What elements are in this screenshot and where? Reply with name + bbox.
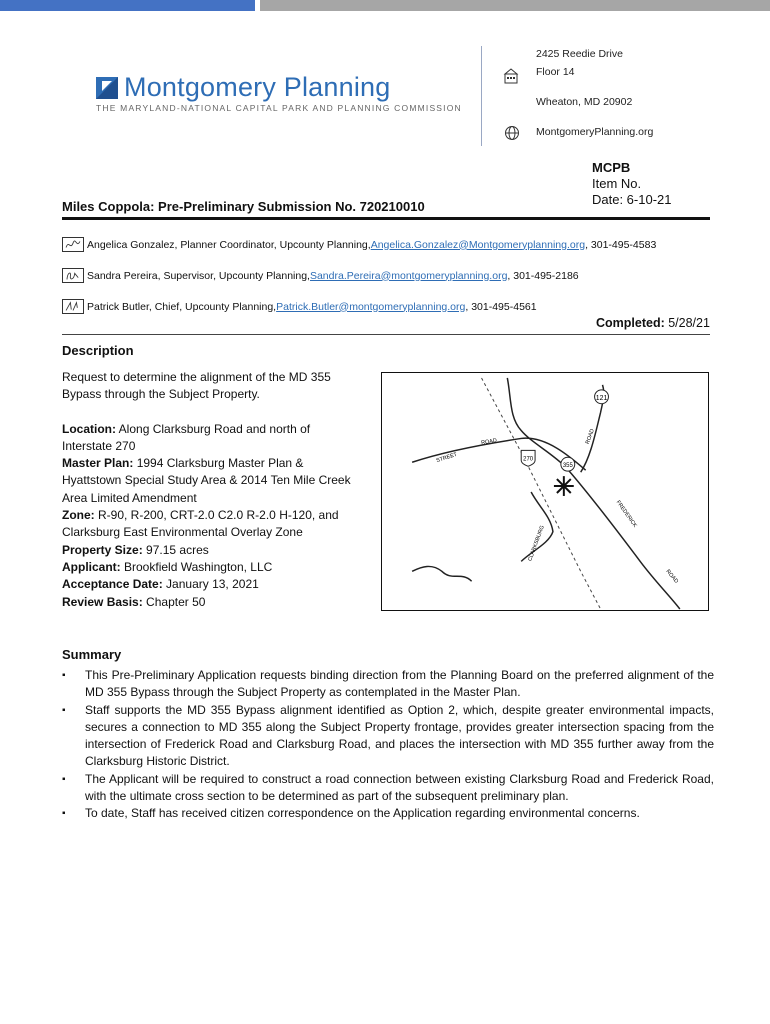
staff-text: Sandra Pereira, Supervisor, Upcounty Planning,	[87, 269, 310, 282]
staff-text: Patrick Butler, Chief, Upcounty Planning,	[87, 300, 277, 313]
field-value: Brookfield Washington, LLC	[120, 559, 273, 574]
description-intro: Request to determine the alignment of the MD 355 Bypass through the Subject Property.	[62, 370, 331, 402]
page-title: Miles Coppola: Pre-Preliminary Submission No. 720210010	[62, 199, 425, 214]
staff-email-link[interactable]: Angelica.Gonzalez@Montgomeryplanning.org	[370, 238, 586, 251]
address-line-2: Floor 14	[536, 66, 575, 78]
description-body	[62, 369, 362, 611]
org-logo	[96, 72, 390, 103]
globe-icon	[504, 125, 520, 141]
subject-property-marker-icon	[554, 476, 574, 496]
field-master-plan	[62, 455, 362, 507]
map-label-street: STREET	[435, 451, 458, 465]
field-label: Property Size:	[62, 542, 143, 557]
completed-label: Completed:	[596, 316, 665, 330]
completed-date	[596, 316, 710, 330]
address-line-3: Wheaton, MD 20902	[536, 96, 633, 108]
field-label: Applicant:	[62, 559, 121, 574]
field-applicant	[62, 559, 362, 576]
field-label: Master Plan:	[62, 456, 134, 471]
field-acceptance-date	[62, 576, 362, 593]
org-name: Montgomery Planning	[124, 72, 391, 102]
field-zone	[62, 507, 362, 542]
website-link[interactable]: MontgomeryPlanning.org	[536, 126, 654, 138]
signature-icon	[62, 237, 84, 252]
map-label-frederick: FREDERICK	[614, 499, 638, 529]
staff-row	[62, 237, 656, 252]
description-heading: Description	[62, 343, 134, 358]
field-value: 1994 Clarksburg Master Plan & Hyattstown Special Study Area & 2014 Ten Mile Creek Area Limited Amendment	[62, 456, 351, 505]
field-review-basis	[62, 594, 362, 611]
section-rule	[62, 334, 710, 335]
road-west	[521, 492, 553, 561]
route-355-label: 355	[562, 463, 573, 470]
map-label-road: ROAD	[584, 428, 596, 446]
title-rule	[62, 217, 710, 220]
staff-phone: , 301-495-4583	[585, 238, 657, 251]
field-label: Location:	[62, 421, 116, 436]
signature-icon	[62, 268, 84, 283]
road-sw	[412, 566, 471, 581]
completed-value: 5/28/21	[664, 316, 710, 330]
staff-text: Angelica Gonzalez, Planner Coordinator, Upcounty Planning,	[87, 238, 371, 251]
item-number: Item No.	[592, 176, 642, 191]
map-label-road: ROAD	[480, 437, 498, 447]
field-label: Review Basis:	[62, 594, 143, 609]
header-divider	[481, 46, 482, 146]
signature-icon	[62, 299, 84, 314]
summary-bullet: ▪ To date, Staff has received citizen correspondence on the Application regarding environmental concerns.	[62, 805, 714, 822]
field-label: Zone:	[62, 508, 95, 523]
summary-list	[62, 667, 714, 823]
field-value: January 13, 2021	[162, 577, 259, 592]
field-value: 97.15 acres	[142, 542, 209, 557]
staff-email-link[interactable]: Patrick.Butler@montgomeryplanning.org	[276, 300, 466, 313]
summary-heading: Summary	[62, 647, 122, 662]
route-270-label: 270	[523, 456, 534, 463]
i270-dashed	[482, 378, 601, 609]
top-accent-bar-gray	[260, 0, 770, 11]
staff-email-link[interactable]: Sandra.Pereira@montgomeryplanning.org	[309, 269, 508, 282]
map-label-road: ROAD	[664, 568, 680, 585]
field-property-size	[62, 542, 362, 559]
field-label: Acceptance Date:	[62, 577, 163, 592]
map-label-clarksburg: CLARKSBURG	[527, 524, 546, 563]
org-tagline: THE MARYLAND-NATIONAL CAPITAL PARK AND PLANNING COMMISSION	[96, 103, 462, 113]
top-accent-bar-blue	[0, 0, 255, 11]
road-clarksburg	[412, 438, 586, 470]
logo-mark-icon	[96, 77, 118, 99]
staff-row	[62, 299, 537, 314]
road-frederick	[507, 378, 680, 609]
staff-phone: , 301-495-4561	[465, 300, 537, 313]
field-value: Chapter 50	[142, 594, 206, 609]
staff-row	[62, 268, 579, 283]
meeting-info	[592, 160, 672, 208]
summary-bullet: ▪ Staff supports the MD 355 Bypass alignment identified as Option 2, which, despite greater environmental impacts, secures a connection to MD 355 along the Subject Property frontage, provides greater intersection spacing from the intersection of Frederick Road and Clarksburg Road, and places the intersection with MD 355 further away from the Clarksburg Historic District.	[62, 702, 714, 771]
board-name: MCPB	[592, 160, 631, 175]
staff-phone: , 301-495-2186	[507, 269, 579, 282]
vicinity-map	[381, 372, 709, 611]
route-121-label: 121	[595, 394, 608, 402]
field-location	[62, 421, 362, 456]
field-value: R-90, R-200, CRT-2.0 C2.0 R-2.0 H-120, and Clarksburg East Environmental Overlay Zone	[62, 508, 339, 540]
summary-bullet: ▪ This Pre-Preliminary Application requests binding direction from the Planning Board on the preferred alignment of the MD 355 Bypass through the Subject Property as contemplated in the Master Plan.	[62, 667, 714, 702]
summary-bullet: ▪ The Applicant will be required to construct a road connection between existing Clarksburg Road and Frederick Road, with the ultimate cross section to be determined as part of the subsequent preliminary plan.	[62, 771, 714, 806]
field-value: Along Clarksburg Road and north of Interstate 270	[62, 421, 311, 453]
meeting-date: Date: 6-10-21	[592, 192, 672, 207]
building-icon	[503, 68, 519, 84]
address-line-1: 2425 Reedie Drive	[536, 48, 623, 60]
